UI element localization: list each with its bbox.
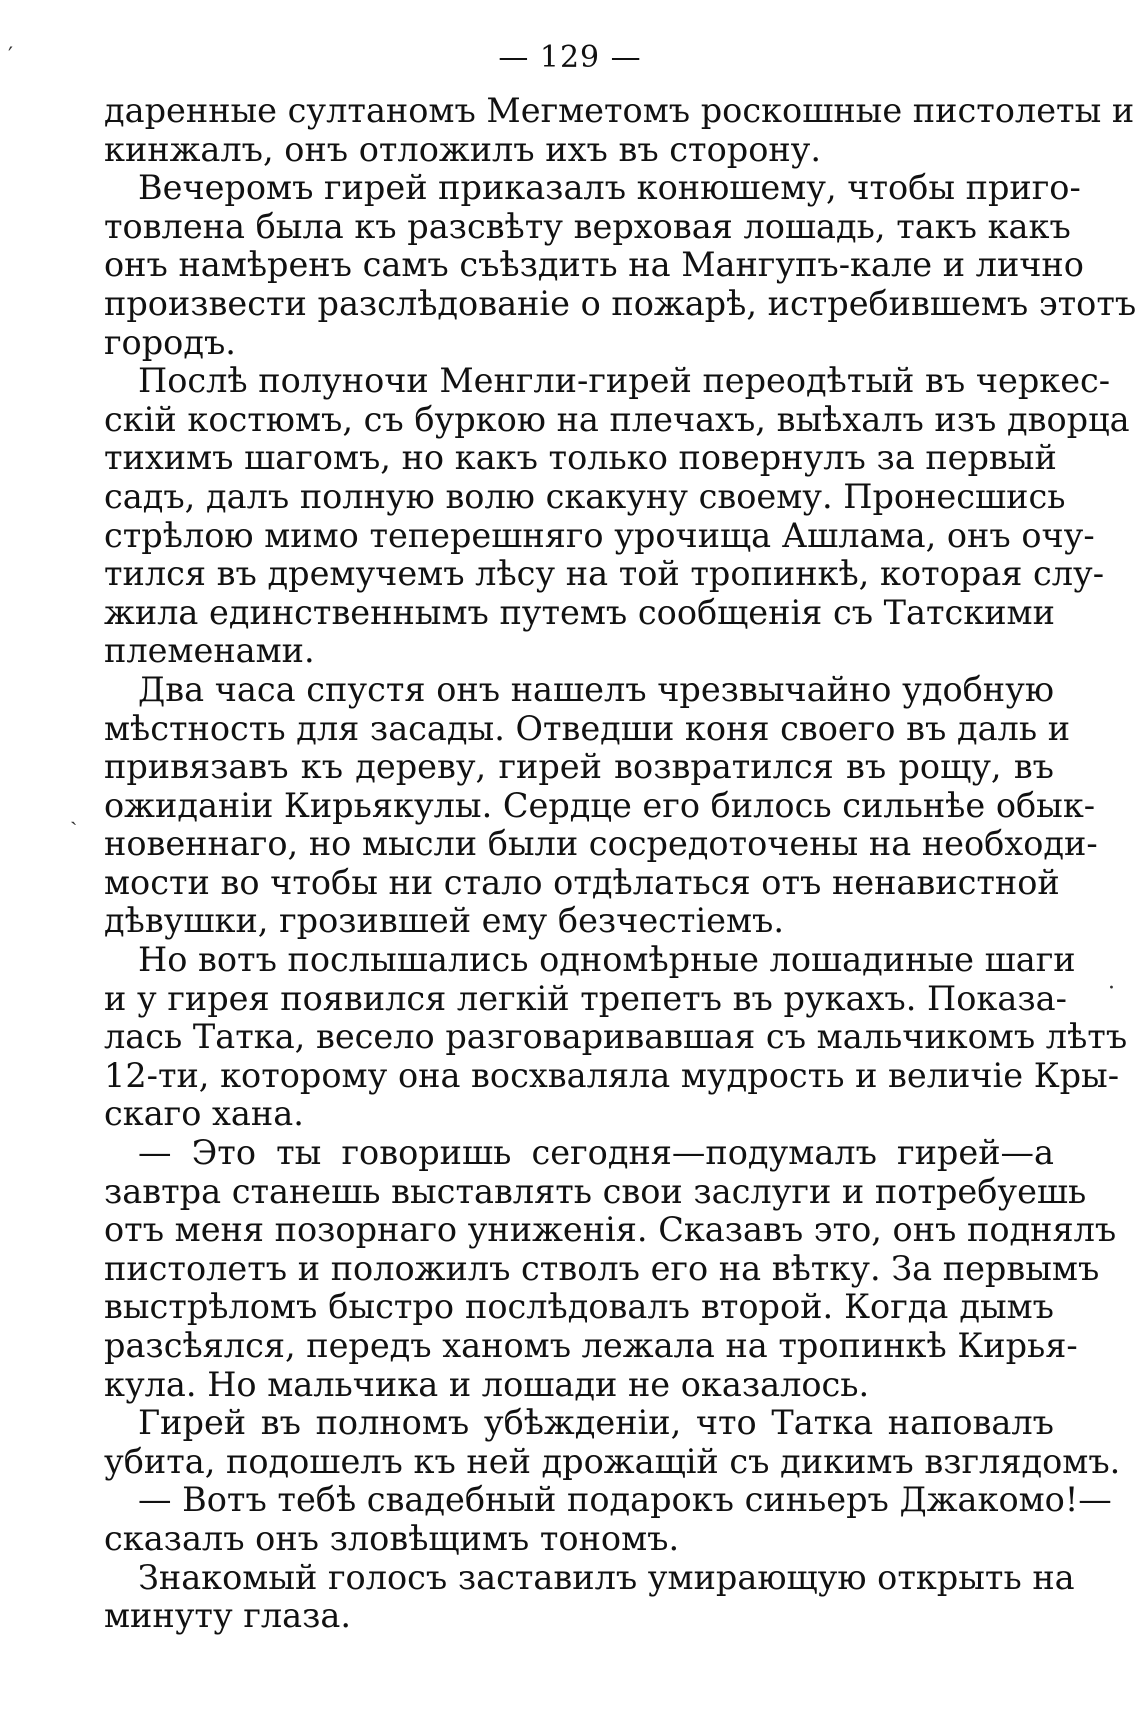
text-line: — Это ты говоришь сегодня—подумалъ гирей—а — [138, 1133, 1054, 1173]
text-line: городъ. — [104, 322, 236, 362]
text-line: племенами. — [104, 631, 315, 671]
text-line: лась Татка, весело разговаривавшая съ мальчикомъ лѣтъ — [104, 1017, 1128, 1057]
text-line: кула. Но мальчика и лошади не оказалось. — [104, 1364, 870, 1404]
paragraph — [104, 1480, 1112, 1558]
text-line: Послѣ полуночи Менгли-гирей переодѣтый въ черкес- — [138, 361, 1111, 401]
text-line: садъ, далъ полную волю скакуну своему. Пронесшись — [104, 476, 1066, 516]
text-line: сказалъ онъ зловѣщимъ тономъ. — [104, 1518, 680, 1558]
text-line: мѣстность для засады. Отведши коня своего въ даль и — [104, 708, 1071, 748]
text-line: 12-ти, которому она восхваляла мудрость и величіе Кры- — [104, 1055, 1120, 1095]
text-line: — Вотъ тебѣ свадебный подарокъ синьеръ Джакомо!— — [138, 1480, 1112, 1520]
stray-mark: ′ — [8, 44, 13, 69]
page-number: — 129 — — [498, 40, 642, 75]
text-line: Гирей въ полномъ убѣжденіи, что Татка наповалъ — [138, 1403, 1054, 1443]
text-line: тился въ дремучемъ лѣсу на той тропинкѣ, которая слу- — [104, 554, 1105, 594]
text-line: отъ меня позорнаго униженія. Сказавъ это, онъ поднялъ — [104, 1210, 1117, 1250]
text-line: тихимъ шагомъ, но какъ только повернулъ за первый — [104, 438, 1057, 478]
text-line: завтра станешь выставлять свои заслуги и потребуешь — [104, 1171, 1087, 1211]
stray-mark: ˎ — [70, 801, 78, 826]
text-line: Два часа спустя онъ нашелъ чрезвычайно удобную — [138, 669, 1054, 709]
text-line: дѣвушки, грозившей ему безчестіемъ. — [104, 901, 785, 941]
text-line: товлена была къ разсвѣту верховая лошадь, такъ какъ — [104, 206, 1071, 246]
text-line: минуту глаза. — [104, 1596, 352, 1636]
text-line: новеннаго, но мысли были сосредоточены на необходи- — [104, 824, 1098, 864]
text-line: привязавъ къ дереву, гирей возвратился въ рощу, въ — [104, 747, 1054, 787]
text-line: кинжалъ, онъ отложилъ ихъ въ сторону. — [104, 129, 822, 169]
text-line: скаго хана. — [104, 1094, 304, 1134]
paragraph — [104, 91, 1135, 169]
text-line: разсѣялся, передъ ханомъ лежала на тропинкѣ Кирья- — [104, 1326, 1078, 1365]
stray-mark: · — [1108, 976, 1115, 1001]
text-line: убита, подошелъ къ ней дрожащій съ дикимъ взглядомъ. — [104, 1441, 1121, 1481]
text-line: онъ намѣренъ самъ съѣздить на Мангупъ-кале и лично — [104, 245, 1084, 285]
text-line: Вечеромъ гирей приказалъ конюшему, чтобы приго- — [138, 168, 1081, 208]
text-line: Знакомый голосъ заставилъ умирающую открыть на — [138, 1557, 1075, 1597]
paragraph — [104, 361, 1130, 671]
text-line: жила единственнымъ путемъ сообщенія съ Татскими — [104, 592, 1055, 632]
paragraph — [104, 1403, 1121, 1481]
text-line: ожиданіи Кирьякулы. Сердце его билось сильнѣе обык- — [104, 785, 1096, 825]
paragraph — [104, 1557, 1075, 1636]
text-line: выстрѣломъ быстро послѣдовалъ второй. Когда дымъ — [104, 1287, 1054, 1327]
text-line: мости во чтобы ни стало отдѣлаться отъ ненавистной — [104, 862, 1060, 902]
text-line: стрѣлою мимо теперешняго урочища Ашлама, онъ очу- — [104, 515, 1095, 555]
text-line: скій костюмъ, съ буркою на плечахъ, выѣхалъ изъ дворца — [104, 399, 1130, 439]
body-text — [104, 91, 1137, 1636]
text-line: пистолетъ и положилъ стволъ его на вѣтку. За первымъ — [104, 1248, 1100, 1288]
paragraph — [104, 1133, 1117, 1404]
paragraph — [104, 669, 1098, 941]
text-line: даренные султаномъ Мегметомъ роскошные пистолеты и — [104, 91, 1135, 130]
paragraph — [104, 168, 1137, 362]
paragraph — [104, 940, 1128, 1134]
text-line: произвести разслѣдованіе о пожарѣ, истребившемъ этотъ — [104, 283, 1137, 323]
text-line: Но вотъ послышались одномѣрные лошадиные шаги — [138, 940, 1076, 980]
text-line: и у гирея появился легкій трепетъ въ рукахъ. Показа- — [104, 978, 1067, 1018]
